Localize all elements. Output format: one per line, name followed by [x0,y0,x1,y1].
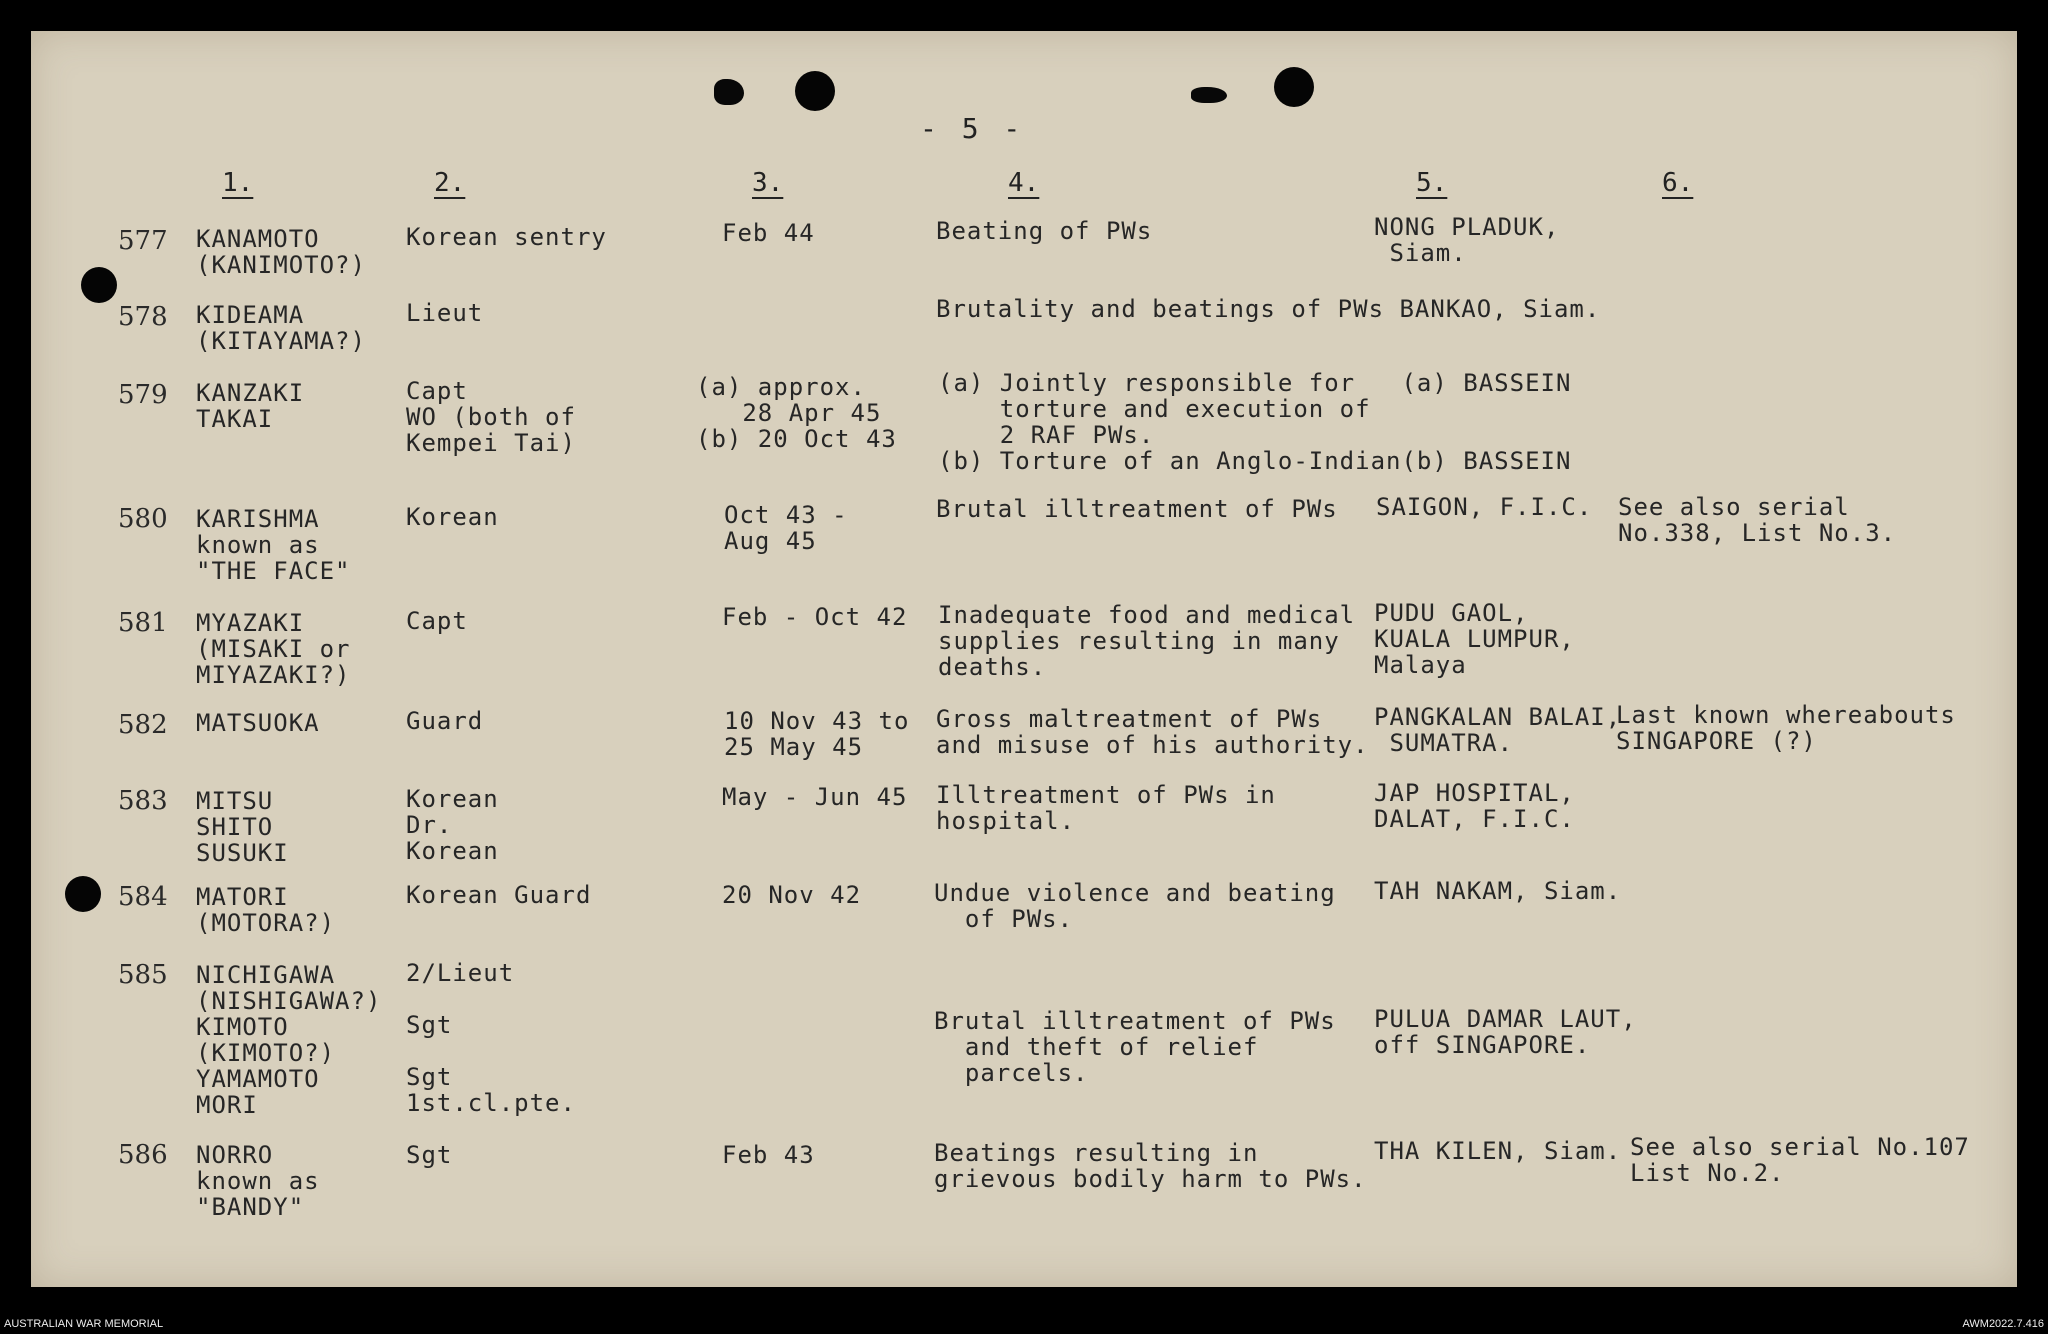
offence-description: Undue violence and beating of PWs. [934,879,1336,933]
remarks: See also serial No.107 List No.2. [1630,1133,1970,1187]
remarks: Last known whereabouts SINGAPORE (?) [1616,701,1956,755]
offence-description: (a) Jointly responsible for (a) BASSEIN torture and execution of 2 RAF PWs. (b) Torture of an Anglo-Indian(b) BASSEIN [938,369,1572,475]
rank-unit: Korean [406,503,499,531]
serial-number: 577 [118,226,168,256]
offence-date: Feb 44 [722,219,815,247]
tear-mark [714,79,744,105]
offence-description: Beating of PWs [936,217,1153,245]
offence-date: May - Jun 45 [722,783,908,811]
accused-name: KIDEAMA (KITAYAMA?) [196,301,366,355]
rank-unit: 2/Lieut Sgt Sgt 1st.cl.pte. [406,959,576,1117]
serial-number: 584 [118,882,168,912]
offence-date: Oct 43 - Aug 45 [724,501,848,555]
rank-unit: Sgt [406,1141,453,1169]
offence-place: JAP HOSPITAL, DALAT, F.I.C. [1374,779,1575,833]
rank-unit: Korean sentry [406,223,607,251]
accused-name: MYAZAKI (MISAKI or MIYAZAKI?) [196,609,351,689]
offence-description: Brutality and beatings of PWs BANKAO, Siam. [936,295,1601,323]
punch-hole [65,876,101,912]
rank-unit: Guard [406,707,484,735]
rank-unit: Capt WO (both of Kempei Tai) [406,377,576,457]
serial-number: 586 [118,1140,168,1170]
accused-name: KANAMOTO (KANIMOTO?) [196,225,366,279]
accused-name: NORRO known as "BANDY" [196,1141,320,1221]
offence-place: NONG PLADUK, Siam. [1374,213,1560,267]
offence-date: Feb 43 [722,1141,815,1169]
offence-place: PANGKALAN BALAI, SUMATRA. [1374,703,1622,757]
serial-number: 582 [118,710,168,740]
footer-institution: AUSTRALIAN WAR MEMORIAL [4,1318,164,1330]
column-header-4: 4. [1008,168,1040,198]
offence-date: (a) approx. 28 Apr 45 (b) 20 Oct 43 [696,373,897,453]
punch-hole [795,71,835,111]
accused-name: KANZAKI TAKAI [196,379,305,433]
serial-number: 581 [118,608,168,638]
punch-hole [1274,67,1314,107]
offence-place: PULUA DAMAR LAUT, off SINGAPORE. [1374,1005,1637,1059]
remarks: See also serial No.338, List No.3. [1618,493,1897,547]
offence-place: SAIGON, F.I.C. [1376,493,1593,521]
tear-mark [1191,87,1227,103]
accused-name: KARISHMA known as "THE FACE" [196,505,351,585]
rank-unit: Lieut [406,299,484,327]
accused-name: MATORI (MOTORA?) [196,883,336,937]
rank-unit: Korean Guard [406,881,592,909]
accused-name: NICHIGAWA (NISHIGAWA?) KIMOTO (KIMOTO?) YAMAMOTO MORI [196,961,382,1119]
column-header-5: 5. [1416,168,1448,198]
page-number: - 5 - [920,112,1025,145]
column-header-1: 1. [222,168,254,198]
offence-date: 20 Nov 42 [722,881,862,909]
offence-description: Illtreatment of PWs in hospital. [936,781,1276,835]
punch-hole [81,267,117,303]
offence-place: TAH NAKAM, Siam. [1374,877,1622,905]
offence-description: Inadequate food and medical supplies resulting in many deaths. [938,601,1356,681]
column-header-3: 3. [752,168,784,198]
serial-number: 579 [118,380,168,410]
footer-accession-number: AWM2022.7.416 [1962,1318,2044,1330]
serial-number: 578 [118,302,168,332]
offence-place: PUDU GAOL, KUALA LUMPUR, Malaya [1374,599,1575,679]
accused-name: MITSU SHITO SUSUKI [196,787,289,867]
serial-number: 580 [118,504,168,534]
offence-place: THA KILEN, Siam. [1374,1137,1622,1165]
offence-date: Feb - Oct 42 [722,603,908,631]
offence-description: Brutal illtreatment of PWs and theft of relief parcels. [934,1007,1336,1087]
serial-number: 585 [118,960,168,990]
rank-unit: Korean Dr. Korean [406,785,499,865]
rank-unit: Capt [406,607,468,635]
serial-number: 583 [118,786,168,816]
column-header-2: 2. [434,168,466,198]
accused-name: MATSUOKA [196,709,320,737]
column-header-6: 6. [1662,168,1694,198]
offence-description: Gross maltreatment of PWs and misuse of his authority. [936,705,1369,759]
offence-description: Brutal illtreatment of PWs [936,495,1338,523]
offence-date: 10 Nov 43 to 25 May 45 [724,707,910,761]
offence-description: Beatings resulting in grievous bodily harm to PWs. [934,1139,1367,1193]
